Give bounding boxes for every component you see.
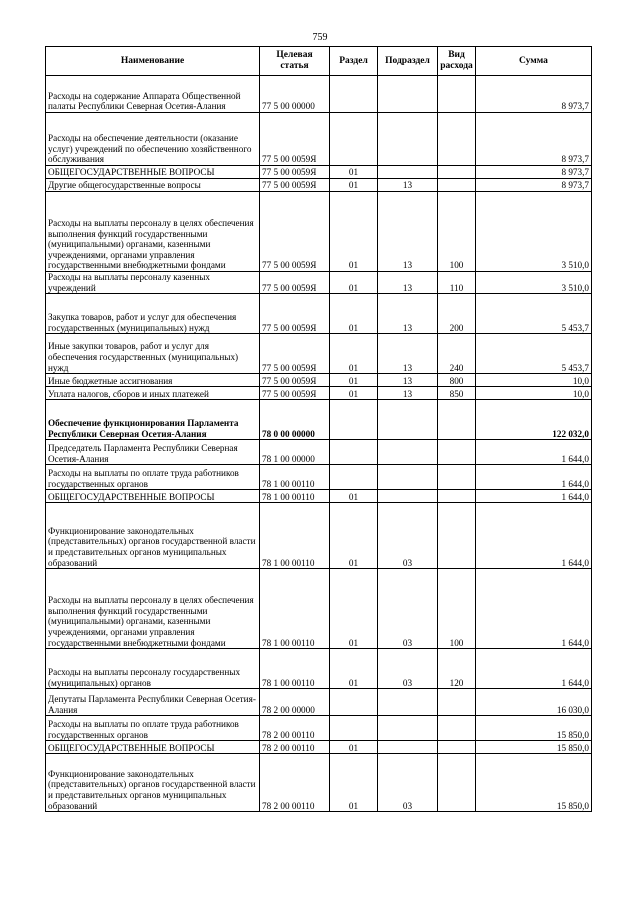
- cell-name: ОБЩЕГОСУДАРСТВЕННЫЕ ВОПРОСЫ: [46, 166, 260, 179]
- cell-type: [438, 490, 476, 503]
- cell-subsection: 13: [378, 294, 438, 334]
- cell-section: [330, 465, 378, 490]
- cell-type: [438, 741, 476, 754]
- cell-section: 01: [330, 387, 378, 400]
- cell-sum: 3 510,0: [476, 272, 592, 294]
- cell-name: Расходы на выплаты по оплате труда работников государственных органов: [46, 465, 260, 490]
- cell-name: Расходы на выплаты по оплате труда работников государственных органов: [46, 716, 260, 741]
- table-row: [46, 716, 592, 741]
- cell-target: 78 1 00 00110: [260, 465, 330, 490]
- cell-sum: 1 644,0: [476, 503, 592, 569]
- table-row: [46, 465, 592, 490]
- table-row: [46, 754, 592, 812]
- cell-sum: 8 973,7: [476, 166, 592, 179]
- cell-subsection: 13: [378, 387, 438, 400]
- cell-subsection: [378, 440, 438, 465]
- cell-type: 110: [438, 272, 476, 294]
- cell-name: Функционирование законодательных (представительных) органов государственной власти и представительных органов муниципальных образований: [46, 754, 260, 812]
- cell-type: [438, 76, 476, 113]
- cell-section: [330, 716, 378, 741]
- table-row: [46, 387, 592, 400]
- cell-section: 01: [330, 754, 378, 812]
- cell-sum: 8 973,7: [476, 179, 592, 192]
- cell-name: Расходы на обеспечение деятельности (оказание услуг) учреждений по обеспечению хозяйственного обслуживания: [46, 113, 260, 166]
- table-row: [46, 334, 592, 374]
- cell-section: 01: [330, 294, 378, 334]
- cell-section: 01: [330, 179, 378, 192]
- table-row: [46, 689, 592, 716]
- cell-sum: 10,0: [476, 387, 592, 400]
- cell-target: 77 5 00 0059Я: [260, 166, 330, 179]
- cell-target: 78 1 00 00110: [260, 490, 330, 503]
- header-section: Раздел: [330, 47, 378, 76]
- cell-type: 200: [438, 294, 476, 334]
- cell-subsection: [378, 166, 438, 179]
- cell-target: 77 5 00 0059Я: [260, 387, 330, 400]
- cell-type: [438, 689, 476, 716]
- cell-target: 78 0 00 00000: [260, 400, 330, 440]
- cell-target: 78 1 00 00110: [260, 503, 330, 569]
- cell-target: 77 5 00 0059Я: [260, 179, 330, 192]
- cell-subsection: [378, 689, 438, 716]
- cell-subsection: 13: [378, 272, 438, 294]
- cell-target: 78 2 00 00110: [260, 716, 330, 741]
- cell-target: 77 5 00 0059Я: [260, 192, 330, 272]
- table-row: [46, 179, 592, 192]
- cell-name: Расходы на выплаты персоналу в целях обеспечения выполнения функций государственными (муниципальными) органами, казенными учреждениями, органами управления государственными внебюджетными фондами: [46, 569, 260, 649]
- table-row: [46, 400, 592, 440]
- cell-sum: 8 973,7: [476, 113, 592, 166]
- cell-type: [438, 400, 476, 440]
- cell-sum: 5 453,7: [476, 294, 592, 334]
- table-row: [46, 440, 592, 465]
- cell-subsection: [378, 741, 438, 754]
- cell-section: [330, 689, 378, 716]
- cell-sum: 5 453,7: [476, 334, 592, 374]
- cell-name: Депутаты Парламента Республики Северная Осетия-Алания: [46, 689, 260, 716]
- cell-section: 01: [330, 503, 378, 569]
- table-row: [46, 272, 592, 294]
- cell-sum: 3 510,0: [476, 192, 592, 272]
- cell-name: Другие общегосударственные вопросы: [46, 179, 260, 192]
- cell-target: 77 5 00 0059Я: [260, 294, 330, 334]
- cell-section: 01: [330, 272, 378, 294]
- header-name: Наименование: [46, 47, 260, 76]
- cell-name: ОБЩЕГОСУДАРСТВЕННЫЕ ВОПРОСЫ: [46, 490, 260, 503]
- cell-section: 01: [330, 192, 378, 272]
- cell-section: 01: [330, 741, 378, 754]
- cell-target: 78 2 00 00000: [260, 689, 330, 716]
- cell-type: 800: [438, 374, 476, 387]
- cell-name: Уплата налогов, сборов и иных платежей: [46, 387, 260, 400]
- cell-name: ОБЩЕГОСУДАРСТВЕННЫЕ ВОПРОСЫ: [46, 741, 260, 754]
- table-row: [46, 569, 592, 649]
- cell-subsection: 03: [378, 569, 438, 649]
- cell-section: 01: [330, 649, 378, 689]
- table-row: [46, 503, 592, 569]
- cell-type: [438, 113, 476, 166]
- cell-section: [330, 76, 378, 113]
- page-number: 759: [312, 32, 328, 43]
- cell-sum: 1 644,0: [476, 649, 592, 689]
- cell-subsection: [378, 490, 438, 503]
- cell-subsection: [378, 400, 438, 440]
- cell-type: [438, 166, 476, 179]
- cell-subsection: [378, 113, 438, 166]
- cell-name: Иные бюджетные ассигнования: [46, 374, 260, 387]
- cell-section: [330, 400, 378, 440]
- table-header-row: [46, 47, 592, 76]
- cell-sum: 1 644,0: [476, 490, 592, 503]
- cell-target: 77 5 00 0059Я: [260, 272, 330, 294]
- cell-subsection: [378, 716, 438, 741]
- cell-section: 01: [330, 374, 378, 387]
- cell-section: [330, 113, 378, 166]
- cell-subsection: 03: [378, 503, 438, 569]
- table-row: [46, 76, 592, 113]
- cell-sum: 15 850,0: [476, 716, 592, 741]
- header-subsection: Подраздел: [378, 47, 438, 76]
- cell-target: 78 1 00 00110: [260, 649, 330, 689]
- cell-name: Функционирование законодательных (представительных) органов государственной власти и представительных органов муниципальных образований: [46, 503, 260, 569]
- cell-sum: 1 644,0: [476, 569, 592, 649]
- cell-subsection: [378, 465, 438, 490]
- cell-name: Расходы на содержание Аппарата Общественной палаты Республики Северная Осетия-Алания: [46, 76, 260, 113]
- cell-target: 78 2 00 00110: [260, 741, 330, 754]
- cell-sum: 15 850,0: [476, 741, 592, 754]
- cell-name: Расходы на выплаты персоналу казенных учреждений: [46, 272, 260, 294]
- cell-section: [330, 440, 378, 465]
- cell-target: 77 5 00 0059Я: [260, 374, 330, 387]
- cell-type: 120: [438, 649, 476, 689]
- cell-type: [438, 440, 476, 465]
- cell-type: [438, 503, 476, 569]
- cell-type: 850: [438, 387, 476, 400]
- cell-subsection: 13: [378, 192, 438, 272]
- cell-sum: 8 973,7: [476, 76, 592, 113]
- header-type: Вид расхода: [438, 47, 476, 76]
- cell-type: [438, 465, 476, 490]
- cell-section: 01: [330, 166, 378, 179]
- cell-name: Председатель Парламента Республики Северная Осетия-Алания: [46, 440, 260, 465]
- table-row: [46, 741, 592, 754]
- cell-target: 77 5 00 00000: [260, 76, 330, 113]
- cell-sum: 122 032,0: [476, 400, 592, 440]
- table-row: [46, 374, 592, 387]
- cell-type: [438, 179, 476, 192]
- cell-target: 77 5 00 0059Я: [260, 113, 330, 166]
- table-row: [46, 166, 592, 179]
- cell-type: 100: [438, 192, 476, 272]
- cell-name: Обеспечение функционирования Парламента Республики Северная Осетия-Алания: [46, 400, 260, 440]
- cell-target: 78 2 00 00110: [260, 754, 330, 812]
- cell-subsection: 03: [378, 649, 438, 689]
- cell-sum: 15 850,0: [476, 754, 592, 812]
- cell-section: 01: [330, 334, 378, 374]
- table-row: [46, 192, 592, 272]
- cell-type: [438, 754, 476, 812]
- cell-section: 01: [330, 569, 378, 649]
- cell-subsection: 03: [378, 754, 438, 812]
- cell-sum: 16 030,0: [476, 689, 592, 716]
- cell-subsection: 13: [378, 334, 438, 374]
- cell-sum: 1 644,0: [476, 440, 592, 465]
- cell-type: [438, 716, 476, 741]
- header-sum: Сумма: [476, 47, 592, 76]
- table-row: [46, 649, 592, 689]
- cell-type: 240: [438, 334, 476, 374]
- cell-subsection: 13: [378, 179, 438, 192]
- header-target: Целевая статья: [260, 47, 330, 76]
- table-row: [46, 294, 592, 334]
- cell-subsection: 13: [378, 374, 438, 387]
- cell-sum: 1 644,0: [476, 465, 592, 490]
- table-row: [46, 113, 592, 166]
- cell-name: Закупка товаров, работ и услуг для обеспечения государственных (муниципальных) нужд: [46, 294, 260, 334]
- cell-target: 78 1 00 00110: [260, 569, 330, 649]
- cell-sum: 10,0: [476, 374, 592, 387]
- cell-type: 100: [438, 569, 476, 649]
- cell-name: Расходы на выплаты персоналу государственных (муниципальных) органов: [46, 649, 260, 689]
- table-row: [46, 490, 592, 503]
- cell-subsection: [378, 76, 438, 113]
- cell-name: Расходы на выплаты персоналу в целях обеспечения выполнения функций государственными (муниципальными) органами, казенными учреждениями, органами управления государственными внебюджетными фондами: [46, 192, 260, 272]
- cell-section: 01: [330, 490, 378, 503]
- cell-target: 77 5 00 0059Я: [260, 334, 330, 374]
- cell-target: 78 1 00 00000: [260, 440, 330, 465]
- cell-name: Иные закупки товаров, работ и услуг для обеспечения государственных (муниципальных) нужд: [46, 334, 260, 374]
- budget-table: [45, 46, 592, 812]
